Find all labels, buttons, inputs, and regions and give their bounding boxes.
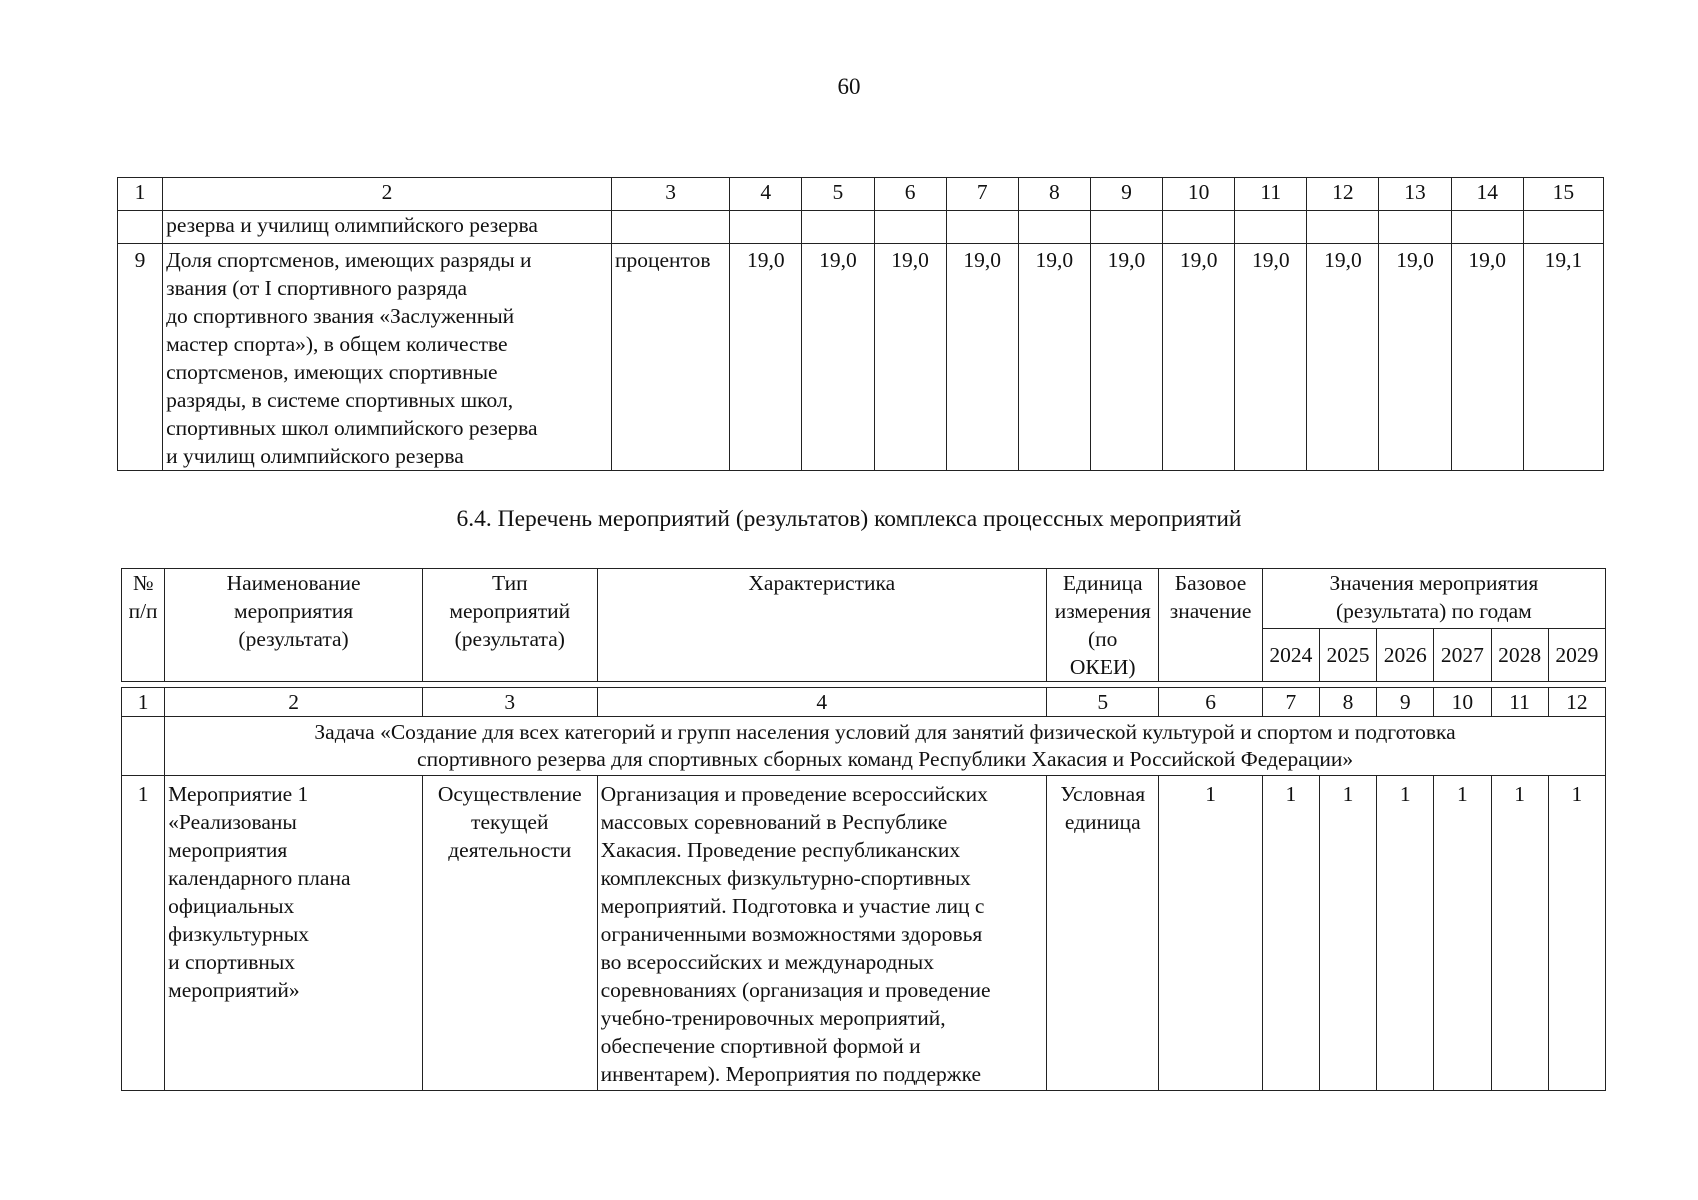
column-number: 6	[1159, 688, 1262, 717]
column-number: 9	[1090, 178, 1162, 211]
empty-cell	[122, 717, 165, 776]
value-cell: 19,0	[874, 244, 946, 471]
empty-cell	[1451, 211, 1523, 244]
column-number: 3	[611, 178, 729, 211]
header-year: 2029	[1548, 628, 1605, 681]
column-number: 1	[118, 178, 163, 211]
column-number: 2	[163, 178, 612, 211]
page-number: 60	[837, 74, 861, 99]
column-number: 12	[1307, 178, 1379, 211]
measure-value: 1	[1434, 776, 1491, 1091]
column-number: 3	[422, 688, 597, 717]
measure-value: 1	[1491, 776, 1548, 1091]
header-base: Базовое значение	[1159, 569, 1262, 682]
empty-cell	[611, 211, 729, 244]
indicator-name: Доля спортсменов, имеющих разряды и звания (от I спортивного разряда до спортивного звания «Заслуженный мастер спорта»), в общем количестве спортсменов, имеющих спортивные разряды, в системе спортивных школ, спортивных школ олимпийского резерва и училищ олимпийского резерва	[163, 244, 612, 471]
column-number: 15	[1523, 178, 1603, 211]
value-cell: 19,0	[1018, 244, 1090, 471]
measure-value: 1	[1377, 776, 1434, 1091]
row-number: 9	[118, 244, 163, 471]
header-year: 2024	[1262, 628, 1319, 681]
measure-name: Мероприятие 1 «Реализованы мероприятия календарного плана официальных физкультурных и спортивных мероприятий»	[165, 776, 423, 1091]
column-number: 6	[874, 178, 946, 211]
empty-cell	[1523, 211, 1603, 244]
empty-cell	[1235, 211, 1307, 244]
empty-cell	[1307, 211, 1379, 244]
column-number: 12	[1548, 688, 1605, 717]
column-number: 11	[1235, 178, 1307, 211]
column-number: 5	[1047, 688, 1159, 717]
column-number: 10	[1163, 178, 1235, 211]
column-number: 4	[597, 688, 1046, 717]
task-row	[122, 717, 1606, 776]
header-name: Наименование мероприятия (результата)	[165, 569, 423, 682]
table-row	[118, 211, 1604, 244]
value-cell: 19,0	[1379, 244, 1451, 471]
measure-characteristic: Организация и проведение всероссийских массовых соревнований в Республике Хакасия. Проведение республиканских комплексных физкультурно-спортивных мероприятий. Подготовка и участие лиц с ограниченными возможностями здоровья во всероссийских и международных соревнованиях (организация и проведение учебно-тренировочных мероприятий, обеспечение спортивной формой и инвентарем). Мероприятия по поддержке	[597, 776, 1046, 1091]
measure-unit: Условная единица	[1047, 776, 1159, 1091]
column-number: 14	[1451, 178, 1523, 211]
empty-cell	[1018, 211, 1090, 244]
header-year: 2025	[1319, 628, 1376, 681]
header-characteristic: Характеристика	[597, 569, 1046, 682]
column-number: 8	[1018, 178, 1090, 211]
value-cell: 19,0	[1307, 244, 1379, 471]
header-type: Тип мероприятий (результата)	[422, 569, 597, 682]
column-number: 4	[730, 178, 802, 211]
column-number: 10	[1434, 688, 1491, 717]
column-number: 7	[946, 178, 1018, 211]
value-cell: 19,0	[1451, 244, 1523, 471]
header-row	[122, 569, 1606, 629]
header-year: 2027	[1434, 628, 1491, 681]
measure-value: 1	[1319, 776, 1376, 1091]
column-number: 11	[1491, 688, 1548, 717]
value-cell: 19,0	[1090, 244, 1162, 471]
unit-cell: процентов	[611, 244, 729, 471]
task-title: Задача «Создание для всех категорий и групп населения условий для занятий физической культурой и спортом и подготовка спортивного резерва для спортивных сборных команд Республики Хакасия и Российской Федерации»	[165, 717, 1606, 776]
row-number	[118, 211, 163, 244]
column-number: 13	[1379, 178, 1451, 211]
row-number: 1	[122, 776, 165, 1091]
value-cell: 19,0	[1235, 244, 1307, 471]
value-cell: 19,1	[1523, 244, 1603, 471]
measures-table	[121, 568, 1606, 1091]
header-values-group: Значения мероприятия (результата) по годам	[1262, 569, 1605, 629]
indicators-table-continued	[117, 177, 1604, 471]
column-number: 9	[1377, 688, 1434, 717]
column-number: 2	[165, 688, 423, 717]
indicator-name: резерва и училищ олимпийского резерва	[163, 211, 612, 244]
empty-cell	[1379, 211, 1451, 244]
value-cell: 19,0	[730, 244, 802, 471]
empty-cell	[802, 211, 874, 244]
value-cell: 19,0	[802, 244, 874, 471]
empty-cell	[1163, 211, 1235, 244]
table-row	[122, 776, 1606, 1091]
header-unit: Единица измерения (по ОКЕИ)	[1047, 569, 1159, 682]
measure-value: 1	[1262, 776, 1319, 1091]
empty-cell	[730, 211, 802, 244]
column-number: 5	[802, 178, 874, 211]
column-number: 8	[1319, 688, 1376, 717]
column-number-row	[118, 178, 1604, 211]
measure-base: 1	[1159, 776, 1262, 1091]
column-number: 1	[122, 688, 165, 717]
value-cell: 19,0	[1163, 244, 1235, 471]
header-year: 2026	[1377, 628, 1434, 681]
section-title: 6.4. Перечень мероприятий (результатов) комплекса процессных мероприятий	[456, 506, 1242, 532]
empty-cell	[874, 211, 946, 244]
empty-cell	[1090, 211, 1162, 244]
table-row	[118, 244, 1604, 471]
column-number-row	[122, 688, 1606, 717]
value-cell: 19,0	[946, 244, 1018, 471]
header-year: 2028	[1491, 628, 1548, 681]
measure-type: Осуществление текущей деятельности	[422, 776, 597, 1091]
empty-cell	[946, 211, 1018, 244]
header-num: № п/п	[122, 569, 165, 682]
measure-value: 1	[1548, 776, 1605, 1091]
column-number: 7	[1262, 688, 1319, 717]
